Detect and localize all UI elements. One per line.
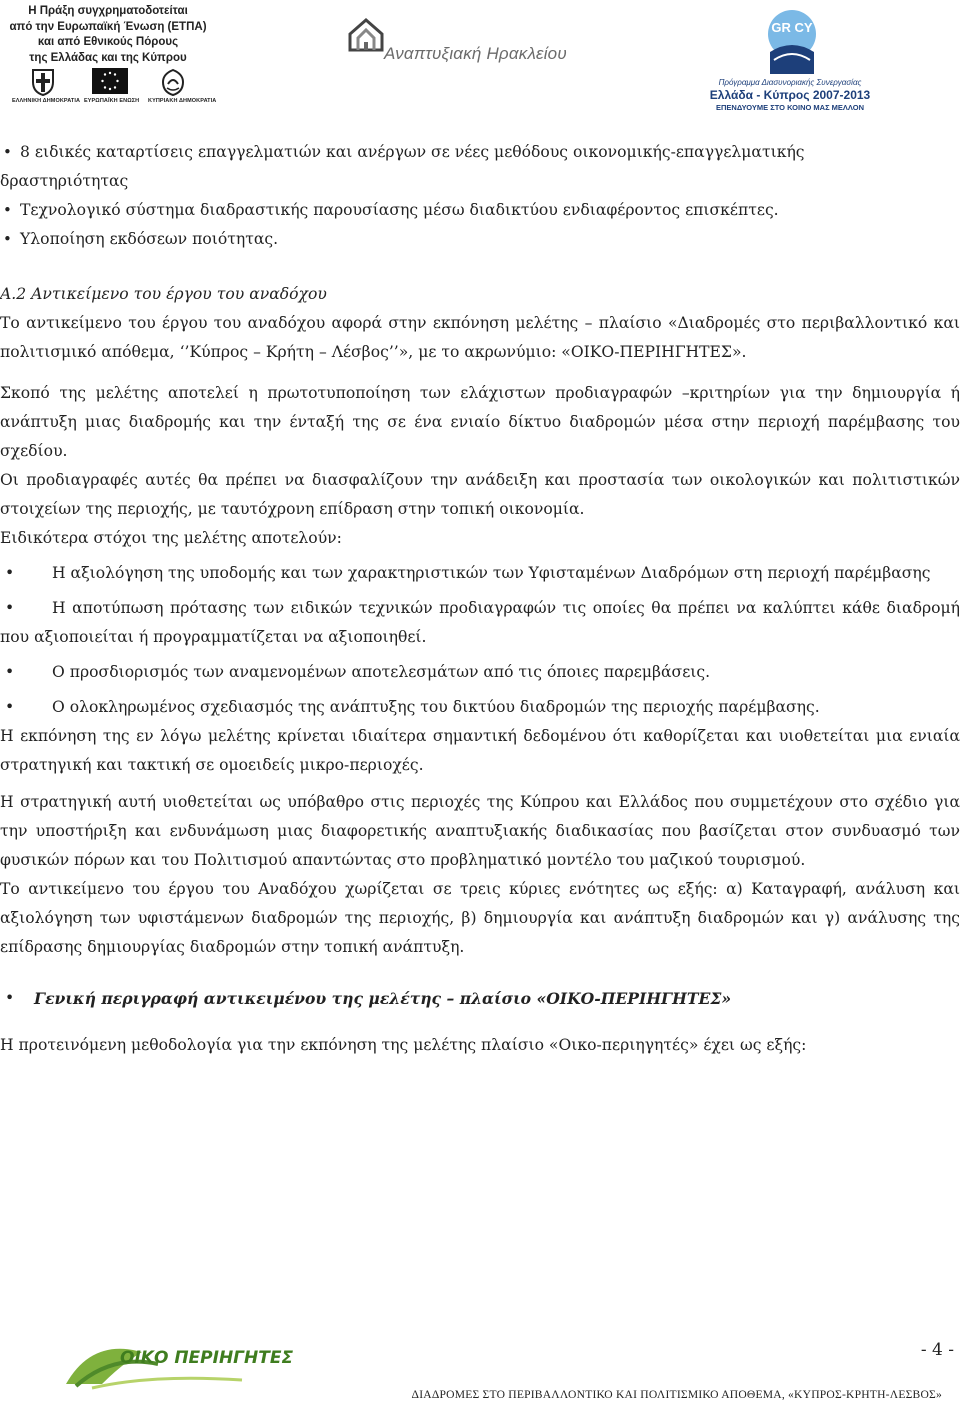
subheading: Γενική περιγραφή αντικειμένου της μελέτης – πλαίσιο «ΟΙΚΟ-ΠΕΡΙΗΓΗΤΕΣ» bbox=[34, 989, 732, 1008]
list-item bbox=[0, 196, 960, 225]
paragraph: Σκοπό της μελέτης αποτελεί η πρωτοτυποποίηση των ελάχιστων προδιαγραφών –κριτηρίων για την δημιουργία ή ανάπτυξη μιας διαδρομής και την ένταξή της σε ένα ενιαίο δίκτυο διαδρομών μέσα στην περιοχή παρέμβασης του σχεδίου. bbox=[0, 384, 960, 460]
paragraph: Το αντικείμενο του έργου του αναδόχου αφορά στην εκπόνηση μελέτης – πλαίσιο «Διαδρομές στο περιβαλλοντικό και πολιτισμικό απόθεμα, ‘’Κύπρος – Κρήτη – Λέσβος’’», με το ακρωνύμιο: «ΟΙΚΟ-ΠΕΡΙΗΓΗΤΕΣ». bbox=[0, 314, 960, 361]
goal-item bbox=[0, 559, 960, 588]
list-item-text: Τεχνολογικό σύστημα διαδραστικής παρουσίασης μέσω διαδικτύου ενδιαφέροντος επισκέπτες. bbox=[20, 201, 779, 219]
goal-item bbox=[0, 658, 960, 687]
goal-text: Η αποτύπωση πρότασης των ειδικών τεχνικών προδιαγραφών τις οποίες θα πρέπει να καλύπτει κάθε διαδρομή που αξιοποιείται ή προγραμματίζεται να αξιοποιηθεί. bbox=[0, 599, 960, 646]
program-line: Πρόγραμμα Διασυνοριακής Συνεργασίας bbox=[718, 78, 862, 87]
program-badge: GR CY bbox=[771, 20, 813, 35]
paragraph: Το αντικείμενο του έργου του Αναδόχου χωρίζεται σε τρεις κύριες ενότητες ως εξής: α) Καταγραφή, ανάλυση και αξιολόγηση των υφιστάμενων διαδρομών της περιοχής, β) δημιουργία και ανάπτυξη διαδρομών και γ) ανάλυσης της επίδρασης δημιουργίας διαδρομών στην τοπική ανάπτυξη. bbox=[0, 880, 960, 956]
paragraph: Η εκπόνηση της εν λόγω μελέτης κρίνεται ιδιαίτερα σημαντική δεδομένου ότι καθορίζεται και υιοθετείται μια ενιαία στρατηγική και τακτική σε ομοειδείς μικρο-περιοχές. bbox=[0, 727, 960, 774]
funding-line: Η Πράξη συγχρηματοδοτείται bbox=[28, 5, 188, 17]
list-item-text: 8 ειδικές καταρτίσεις επαγγελματιών και ανέργων σε νέες μεθόδους οικονομικής-επαγγελματικής bbox=[20, 143, 805, 161]
paragraph: Οι προδιαγραφές αυτές θα πρέπει να διασφαλίζουν την ανάδειξη και προστασία των οικολογικών και πολιτιστικών στοιχείων της περιοχής, με ταυτόχρονη επίδραση στην τοπική οικονομία. bbox=[0, 471, 960, 518]
program-logo-icon bbox=[766, 8, 818, 74]
goal-text: Ο προσδιορισμός των αναμενομένων αποτελεσμάτων από τις όποιες παρεμβάσεις. bbox=[52, 663, 711, 681]
bullet-icon: • bbox=[3, 201, 12, 219]
subheading-item bbox=[0, 984, 960, 1013]
funding-line: και από Εθνικούς Πόρους bbox=[37, 36, 179, 48]
agency-logo-icon bbox=[344, 16, 388, 56]
list-item-text: Υλοποίηση εκδόσεων ποιότητας. bbox=[20, 230, 279, 248]
section-heading: Α.2 Αντικείμενο του έργου του αναδόχου bbox=[0, 285, 327, 303]
flag-caption: ΕΥΡΩΠΑΪΚΗ ΕΝΩΣΗ bbox=[84, 98, 140, 104]
program-slogan: ΕΠΕΝΔΥΟΥΜΕ ΣΤΟ ΚΟΙΝΟ ΜΑΣ ΜΕΛΛΟΝ bbox=[716, 103, 864, 112]
goal-text: Η αξιολόγηση της υποδομής και των χαρακτηριστικών των Υφισταμένων Διαδρόμων στη περιοχή παρέμβασης bbox=[52, 564, 931, 582]
bullet-icon: • bbox=[5, 698, 15, 716]
agency-name: Αναπτυξιακή Ηρακλείου bbox=[384, 44, 567, 63]
project-logo-text: ΟΙΚΟ ΠΕΡΙΗΓΗΤΕΣ bbox=[120, 1348, 294, 1368]
document-body bbox=[0, 138, 960, 1060]
bullet-icon: • bbox=[5, 663, 15, 681]
greek-emblem-icon bbox=[30, 68, 56, 96]
page-number: - 4 - bbox=[920, 1340, 954, 1360]
page-footer bbox=[0, 1330, 960, 1407]
bullet-icon: • bbox=[5, 989, 15, 1007]
program-title: Ελλάδα - Κύπρος 2007-2013 bbox=[709, 88, 871, 102]
funding-statement bbox=[8, 4, 208, 66]
flag-caption: ΚΥΠΡΙΑΚΗ ΔΗΜΟΚΡΑΤΙΑ bbox=[148, 98, 217, 104]
page-header bbox=[0, 0, 960, 112]
agency-logo bbox=[340, 6, 580, 80]
funding-line: της Ελλάδας και της Κύπρου bbox=[29, 51, 187, 64]
goal-item bbox=[0, 594, 960, 652]
list-item bbox=[0, 138, 960, 167]
project-logo bbox=[62, 1334, 294, 1396]
goal-text: Ο ολοκληρωμένος σχεδιασμός της ανάπτυξης του δικτύου διαδρομών της περιοχής παρέμβασης. bbox=[52, 698, 820, 716]
list-item bbox=[0, 225, 960, 254]
program-logo bbox=[700, 8, 880, 112]
list-item-continuation: δραστηριότητας bbox=[0, 172, 129, 190]
goal-item bbox=[0, 693, 960, 722]
paragraph: Η στρατηγική αυτή υιοθετείται ως υπόβαθρο στις περιοχές της Κύπρου και Ελλάδος που συμμετέχουν στο σχέδιο για την υποστήριξη και ενδυνάμωση μιας διαφορετικής αναπτυξιακής διαδικασίας που βασίζεται στον συνδυασμό των φυσικών πόρων και του Πολιτισμού απαντώντας στο προβληματικό μοντέλο του μαζικού τουρισμού. bbox=[0, 793, 960, 869]
cyprus-emblem-icon bbox=[160, 68, 186, 96]
funding-line: από την Ευρωπαϊκή Ένωση (ΕΤΠΑ) bbox=[9, 20, 207, 33]
paragraph: Η προτεινόμενη μεθοδολογία για την εκπόνηση της μελέτης πλαίσιο «Οικο-περιηγητές» έχει ως εξής: bbox=[0, 1036, 807, 1054]
bullet-icon: • bbox=[5, 599, 15, 617]
bullet-icon: • bbox=[3, 230, 12, 248]
bullet-icon: • bbox=[3, 143, 12, 161]
eu-flag-icon bbox=[92, 68, 128, 94]
flag-caption: ΕΛΛΗΝΙΚΗ ΔΗΜΟΚΡΑΤΙΑ bbox=[12, 98, 81, 104]
running-title: ΔΙΑΔΡΟΜΕΣ ΣΤΟ ΠΕΡΙΒΑΛΛΟΝΤΙΚΟ ΚΑΙ ΠΟΛΙΤΙΣΜΙΚΟ ΑΠΟΘΕΜΑ, «ΚΥΠΡΟΣ-ΚΡΗΤΗ-ΛΕΣΒΟΣ» bbox=[411, 1388, 942, 1401]
bullet-icon: • bbox=[5, 564, 15, 582]
paragraph: Ειδικότερα στόχοι της μελέτης αποτελούν: bbox=[0, 529, 342, 547]
flags-row bbox=[0, 68, 217, 106]
